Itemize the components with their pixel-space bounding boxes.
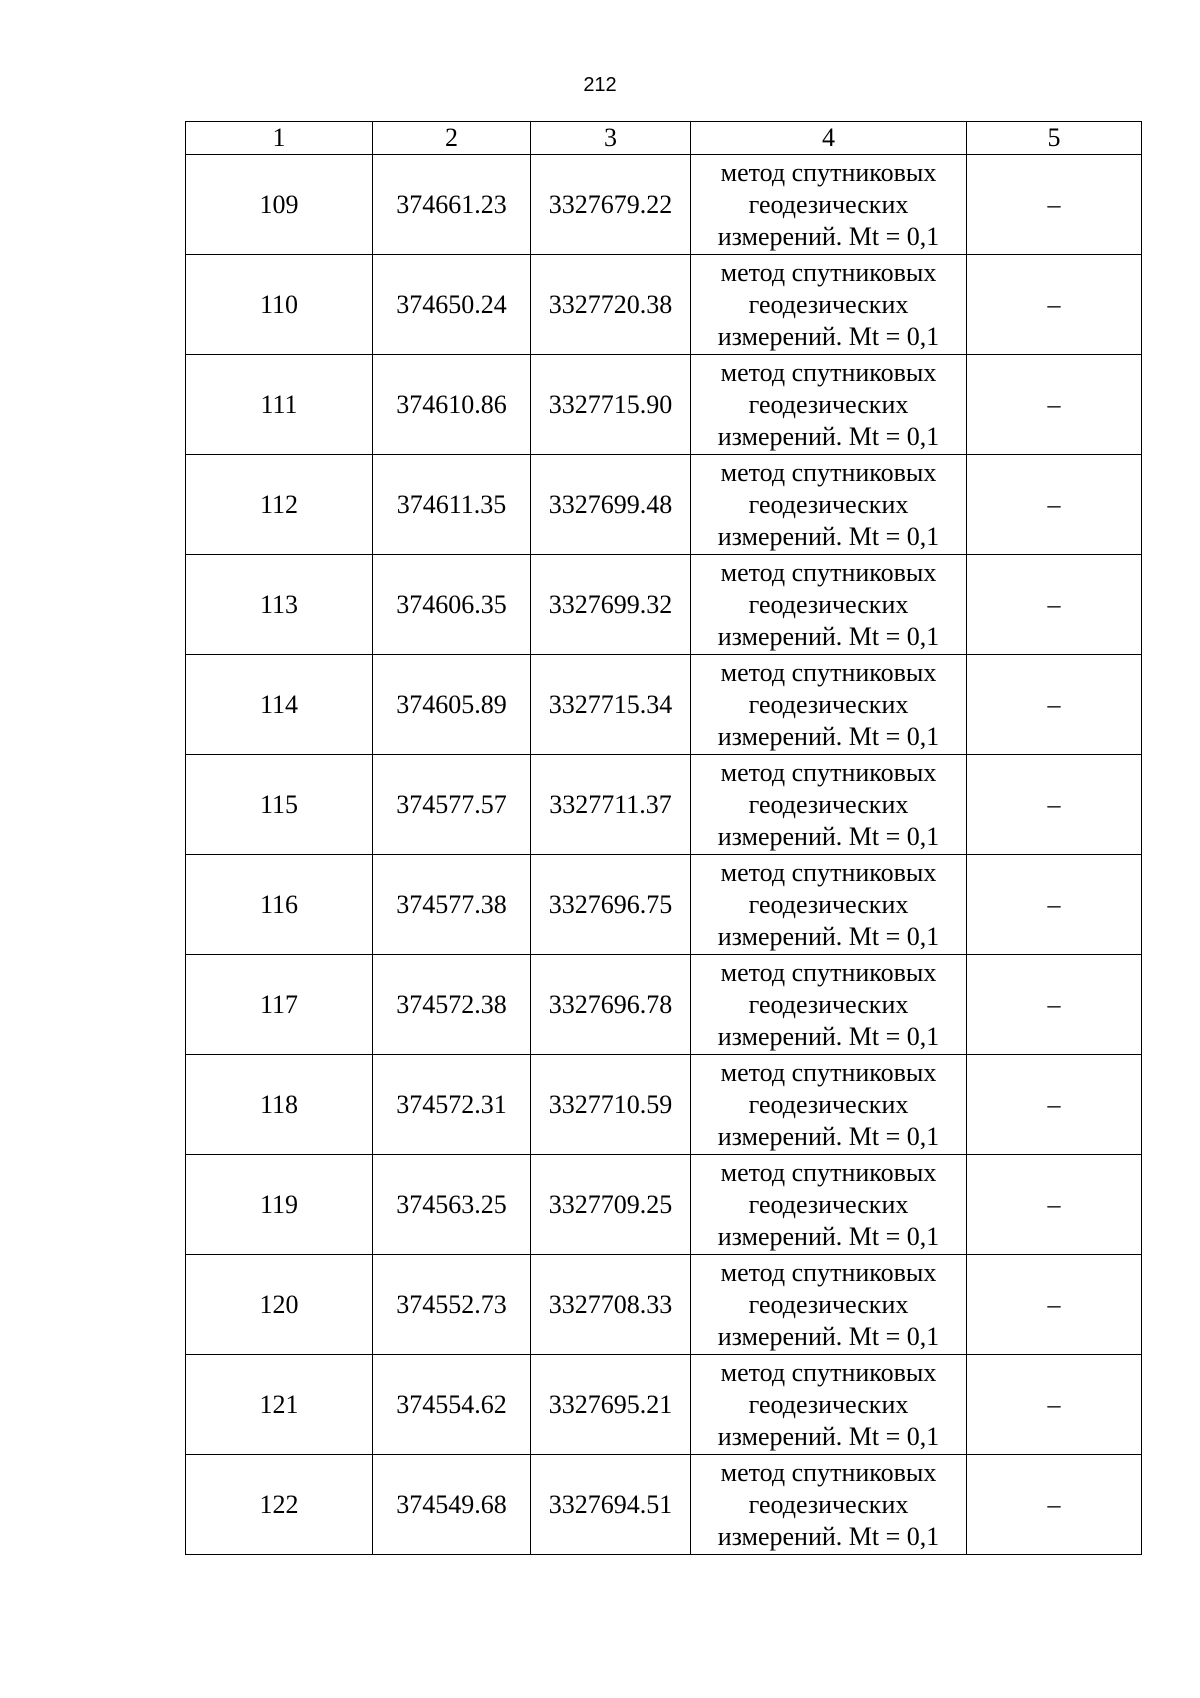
header-cell-3: 3 <box>531 122 691 155</box>
method-line: геодезических <box>748 1189 909 1219</box>
method-cell <box>691 755 967 855</box>
header-row <box>186 122 1142 155</box>
table-row <box>186 155 1142 255</box>
method-cell <box>691 1455 967 1555</box>
x-coordinate-cell: 374572.38 <box>373 955 531 1055</box>
header-cell-4: 4 <box>691 122 967 155</box>
method-line: геодезических <box>748 1389 909 1419</box>
method-line: геодезических <box>748 289 909 319</box>
method-line: измерений. Mt = 0,1 <box>717 321 940 351</box>
note-cell: – <box>967 1055 1142 1155</box>
method-line: геодезических <box>748 789 909 819</box>
table-row <box>186 1355 1142 1455</box>
point-number-cell: 118 <box>186 1055 373 1155</box>
header-cell-1: 1 <box>186 122 373 155</box>
y-coordinate-cell: 3327710.59 <box>531 1055 691 1155</box>
method-cell <box>691 255 967 355</box>
method-line: геодезических <box>748 989 909 1019</box>
table-row <box>186 655 1142 755</box>
method-line: метод спутниковых <box>720 1157 937 1187</box>
note-cell: – <box>967 755 1142 855</box>
table-row <box>186 1155 1142 1255</box>
method-line: измерений. Mt = 0,1 <box>717 921 940 951</box>
method-cell <box>691 355 967 455</box>
method-line: геодезических <box>748 1489 909 1519</box>
method-cell <box>691 1155 967 1255</box>
point-number-cell: 113 <box>186 555 373 655</box>
method-line: метод спутниковых <box>720 357 937 387</box>
table-row <box>186 1055 1142 1155</box>
method-line: измерений. Mt = 0,1 <box>717 1321 940 1351</box>
y-coordinate-cell: 3327696.75 <box>531 855 691 955</box>
method-line: геодезических <box>748 189 909 219</box>
method-line: геодезических <box>748 1089 909 1119</box>
table-row <box>186 855 1142 955</box>
header-cell-5: 5 <box>967 122 1142 155</box>
point-number-cell: 110 <box>186 255 373 355</box>
y-coordinate-cell: 3327708.33 <box>531 1255 691 1355</box>
point-number-cell: 119 <box>186 1155 373 1255</box>
x-coordinate-cell: 374577.57 <box>373 755 531 855</box>
note-cell: – <box>967 555 1142 655</box>
y-coordinate-cell: 3327709.25 <box>531 1155 691 1255</box>
method-cell <box>691 155 967 255</box>
note-cell: – <box>967 1355 1142 1455</box>
x-coordinate-cell: 374552.73 <box>373 1255 531 1355</box>
x-coordinate-cell: 374554.62 <box>373 1355 531 1455</box>
y-coordinate-cell: 3327715.90 <box>531 355 691 455</box>
method-line: измерений. Mt = 0,1 <box>717 721 940 751</box>
note-cell: – <box>967 355 1142 455</box>
y-coordinate-cell: 3327699.32 <box>531 555 691 655</box>
table-row <box>186 455 1142 555</box>
header-cell-2: 2 <box>373 122 531 155</box>
method-line: геодезических <box>748 389 909 419</box>
method-line: метод спутниковых <box>720 957 937 987</box>
x-coordinate-cell: 374572.31 <box>373 1055 531 1155</box>
point-number-cell: 117 <box>186 955 373 1055</box>
note-cell: – <box>967 1255 1142 1355</box>
note-cell: – <box>967 655 1142 755</box>
method-cell <box>691 955 967 1055</box>
note-cell: – <box>967 155 1142 255</box>
page-number: 212 <box>583 74 617 96</box>
x-coordinate-cell: 374605.89 <box>373 655 531 755</box>
x-coordinate-cell: 374650.24 <box>373 255 531 355</box>
table-body <box>186 155 1142 1555</box>
note-cell: – <box>967 855 1142 955</box>
table-row <box>186 1255 1142 1355</box>
method-line: измерений. Mt = 0,1 <box>717 821 940 851</box>
point-number-cell: 109 <box>186 155 373 255</box>
x-coordinate-cell: 374606.35 <box>373 555 531 655</box>
method-cell <box>691 455 967 555</box>
method-line: метод спутниковых <box>720 1357 937 1387</box>
table-header <box>186 122 1142 155</box>
method-line: метод спутниковых <box>720 857 937 887</box>
y-coordinate-cell: 3327694.51 <box>531 1455 691 1555</box>
method-line: метод спутниковых <box>720 757 937 787</box>
note-cell: – <box>967 1455 1142 1555</box>
method-line: геодезических <box>748 489 909 519</box>
method-line: измерений. Mt = 0,1 <box>717 1021 940 1051</box>
coordinates-table <box>185 121 1142 1555</box>
method-line: геодезических <box>748 1289 909 1319</box>
y-coordinate-cell: 3327711.37 <box>531 755 691 855</box>
table-row <box>186 755 1142 855</box>
method-line: метод спутниковых <box>720 1257 937 1287</box>
point-number-cell: 120 <box>186 1255 373 1355</box>
method-line: метод спутниковых <box>720 257 937 287</box>
method-line: измерений. Mt = 0,1 <box>717 1521 940 1551</box>
table-row <box>186 355 1142 455</box>
table-row <box>186 255 1142 355</box>
point-number-cell: 111 <box>186 355 373 455</box>
y-coordinate-cell: 3327720.38 <box>531 255 691 355</box>
method-line: метод спутниковых <box>720 457 937 487</box>
method-line: метод спутниковых <box>720 1457 937 1487</box>
x-coordinate-cell: 374661.23 <box>373 155 531 255</box>
table-row <box>186 555 1142 655</box>
note-cell: – <box>967 955 1142 1055</box>
method-line: измерений. Mt = 0,1 <box>717 621 940 651</box>
method-line: геодезических <box>748 689 909 719</box>
method-cell <box>691 1355 967 1455</box>
method-line: геодезических <box>748 889 909 919</box>
point-number-cell: 116 <box>186 855 373 955</box>
method-cell <box>691 855 967 955</box>
method-line: метод спутниковых <box>720 157 937 187</box>
note-cell: – <box>967 455 1142 555</box>
y-coordinate-cell: 3327699.48 <box>531 455 691 555</box>
method-line: метод спутниковых <box>720 657 937 687</box>
y-coordinate-cell: 3327696.78 <box>531 955 691 1055</box>
x-coordinate-cell: 374563.25 <box>373 1155 531 1255</box>
x-coordinate-cell: 374610.86 <box>373 355 531 455</box>
method-line: измерений. Mt = 0,1 <box>717 1421 940 1451</box>
y-coordinate-cell: 3327695.21 <box>531 1355 691 1455</box>
method-line: измерений. Mt = 0,1 <box>717 1121 940 1151</box>
note-cell: – <box>967 255 1142 355</box>
method-cell <box>691 555 967 655</box>
x-coordinate-cell: 374611.35 <box>373 455 531 555</box>
method-line: метод спутниковых <box>720 1057 937 1087</box>
note-cell: – <box>967 1155 1142 1255</box>
method-cell <box>691 655 967 755</box>
point-number-cell: 114 <box>186 655 373 755</box>
point-number-cell: 115 <box>186 755 373 855</box>
method-cell <box>691 1255 967 1355</box>
method-line: измерений. Mt = 0,1 <box>717 421 940 451</box>
y-coordinate-cell: 3327679.22 <box>531 155 691 255</box>
x-coordinate-cell: 374577.38 <box>373 855 531 955</box>
table-row <box>186 1455 1142 1555</box>
y-coordinate-cell: 3327715.34 <box>531 655 691 755</box>
point-number-cell: 112 <box>186 455 373 555</box>
point-number-cell: 121 <box>186 1355 373 1455</box>
method-line: метод спутниковых <box>720 557 937 587</box>
method-cell <box>691 1055 967 1155</box>
method-line: измерений. Mt = 0,1 <box>717 221 940 251</box>
method-line: геодезических <box>748 589 909 619</box>
table-row <box>186 955 1142 1055</box>
x-coordinate-cell: 374549.68 <box>373 1455 531 1555</box>
method-line: измерений. Mt = 0,1 <box>717 1221 940 1251</box>
point-number-cell: 122 <box>186 1455 373 1555</box>
method-line: измерений. Mt = 0,1 <box>717 521 940 551</box>
